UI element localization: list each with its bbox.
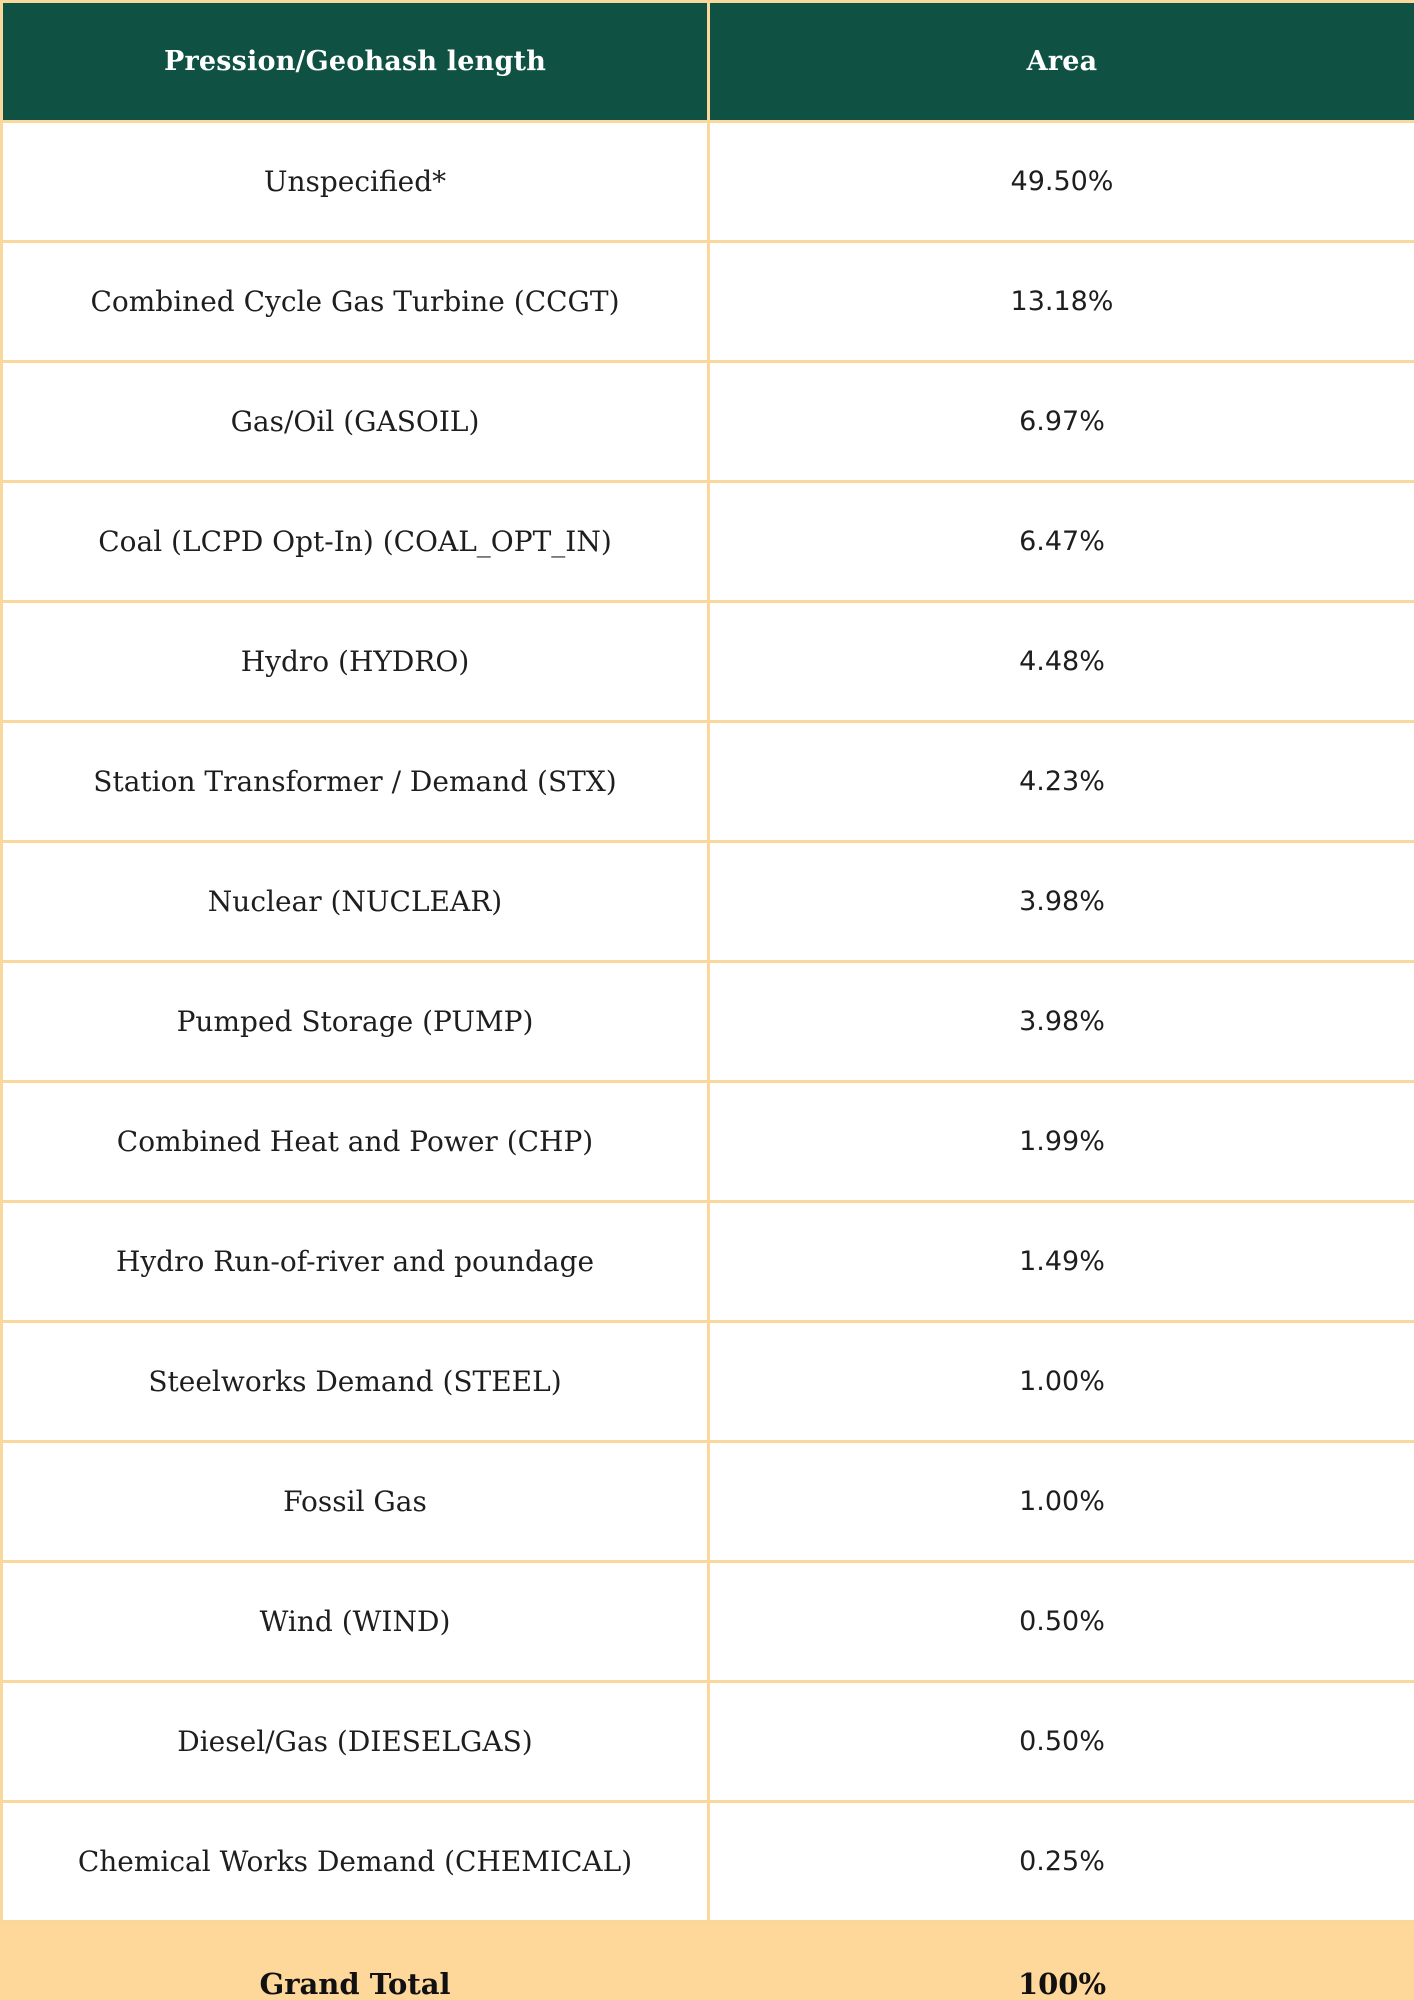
table-row	[2, 1202, 1414, 1322]
table-row	[2, 1682, 1414, 1802]
table-row	[2, 722, 1414, 842]
category-cell: Pumped Storage (PUMP)	[2, 962, 709, 1082]
table-header	[2, 2, 1414, 122]
category-cell: Gas/Oil (GASOIL)	[2, 362, 709, 482]
area-value-cell: 3.98%	[709, 962, 1414, 1082]
category-cell: Station Transformer / Demand (STX)	[2, 722, 709, 842]
column-header-area: Area	[709, 2, 1414, 122]
area-value-cell: 0.50%	[709, 1682, 1414, 1802]
category-cell: Coal (LCPD Opt-In) (COAL_OPT_IN)	[2, 482, 709, 602]
area-value-cell: 6.97%	[709, 362, 1414, 482]
area-value-cell: 0.50%	[709, 1562, 1414, 1682]
area-value-cell: 3.98%	[709, 842, 1414, 962]
area-value-cell: 49.50%	[709, 122, 1414, 242]
table-body	[2, 122, 1414, 1922]
area-value-cell: 4.48%	[709, 602, 1414, 722]
table-row	[2, 242, 1414, 362]
category-cell: Unspecified*	[2, 122, 709, 242]
table-row	[2, 1442, 1414, 1562]
column-header-pression-geohash-length: Pression/Geohash length	[2, 2, 709, 122]
table-row	[2, 1322, 1414, 1442]
table-row	[2, 1562, 1414, 1682]
category-cell: Combined Cycle Gas Turbine (CCGT)	[2, 242, 709, 362]
table-row	[2, 602, 1414, 722]
header-row	[2, 2, 1414, 122]
area-value-cell: 13.18%	[709, 242, 1414, 362]
category-cell: Hydro Run-of-river and poundage	[2, 1202, 709, 1322]
category-cell: Hydro (HYDRO)	[2, 602, 709, 722]
area-value-cell: 4.23%	[709, 722, 1414, 842]
table-footer	[2, 1922, 1414, 2000]
area-value-cell: 1.00%	[709, 1322, 1414, 1442]
table-row	[2, 1082, 1414, 1202]
table-row	[2, 482, 1414, 602]
area-value-cell: 1.99%	[709, 1082, 1414, 1202]
area-value-cell: 1.00%	[709, 1442, 1414, 1562]
category-cell: Fossil Gas	[2, 1442, 709, 1562]
area-value-cell: 0.25%	[709, 1802, 1414, 1922]
category-cell: Diesel/Gas (DIESELGAS)	[2, 1682, 709, 1802]
category-cell: Chemical Works Demand (CHEMICAL)	[2, 1802, 709, 1922]
grand-total-row	[2, 1922, 1414, 2000]
category-cell: Steelworks Demand (STEEL)	[2, 1322, 709, 1442]
area-value-cell: 6.47%	[709, 482, 1414, 602]
category-cell: Nuclear (NUCLEAR)	[2, 842, 709, 962]
table-row	[2, 362, 1414, 482]
table-row	[2, 842, 1414, 962]
category-cell: Combined Heat and Power (CHP)	[2, 1082, 709, 1202]
area-value-cell: 1.49%	[709, 1202, 1414, 1322]
grand-total-label: Grand Total	[2, 1922, 709, 2000]
table-row	[2, 122, 1414, 242]
category-cell: Wind (WIND)	[2, 1562, 709, 1682]
table-row	[2, 1802, 1414, 1922]
table-row	[2, 962, 1414, 1082]
grand-total-value: 100%	[709, 1922, 1414, 2000]
